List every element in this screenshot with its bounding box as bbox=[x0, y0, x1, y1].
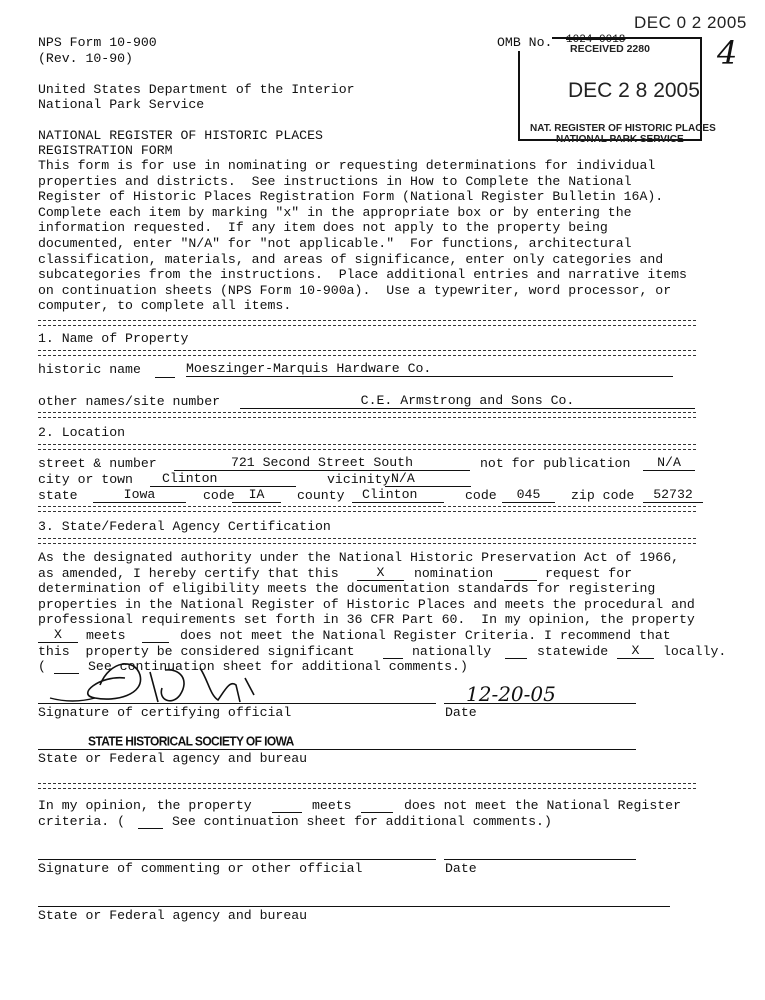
historic-name-field[interactable]: Moeszinger-Marquis Hardware Co. bbox=[186, 362, 673, 377]
other-names-label: other names/site number bbox=[38, 394, 221, 409]
not-for-publication-field[interactable]: N/A bbox=[643, 456, 695, 471]
city-field[interactable]: Clinton bbox=[150, 472, 296, 487]
form-number: NPS Form 10-900 bbox=[38, 35, 157, 50]
certification-line-3: determination of eligibility meets the documentation standards for registering bbox=[38, 581, 656, 596]
opinion-line-1c: does not meet the National Register bbox=[404, 798, 681, 813]
statewide-checkbox[interactable] bbox=[505, 658, 527, 659]
street-field[interactable]: 721 Second Street South bbox=[174, 456, 470, 471]
does-not-meet-text: does not meet the National Register Criteria. I recommend that bbox=[180, 628, 671, 643]
commenting-date-line bbox=[444, 859, 636, 860]
instructions-line: This form is for use in nominating or requesting determinations for individual bbox=[38, 158, 656, 173]
agency-stamp: STATE HISTORICAL SOCIETY OF IOWA bbox=[88, 733, 294, 749]
received-stamp-nps: NATIONAL PARK SERVICE bbox=[556, 134, 684, 145]
vicinity-field[interactable]: N/A bbox=[385, 472, 471, 487]
opinion-line-1a: In my opinion, the property bbox=[38, 798, 252, 813]
opinion-line-2b: See continuation sheet for additional comments.) bbox=[172, 814, 552, 829]
instructions-line: subcategories from the instructions. Place additional entries and narrative items bbox=[38, 267, 687, 283]
continuation-paren: ( bbox=[38, 659, 46, 674]
opinion-meets-label: meets bbox=[312, 798, 352, 813]
page-number-mark: 4 bbox=[717, 34, 738, 72]
divider bbox=[38, 444, 696, 450]
commenting-agency-label: State or Federal agency and bureau bbox=[38, 908, 308, 923]
opinion-continuation-checkbox[interactable] bbox=[138, 828, 163, 829]
nomination-label: nomination bbox=[414, 566, 494, 581]
meets-checkbox[interactable]: X bbox=[38, 628, 78, 643]
commenting-agency-line bbox=[38, 906, 670, 907]
nomination-checkbox[interactable]: X bbox=[357, 566, 404, 581]
county-field[interactable]: Clinton bbox=[352, 488, 444, 503]
opinion-line-2a: criteria. ( bbox=[38, 814, 126, 829]
state-label: state bbox=[38, 488, 78, 503]
section-3-heading: 3. State/Federal Agency Certification bbox=[38, 519, 331, 534]
received-stamp-box bbox=[518, 37, 716, 141]
continuation-text: See continuation sheet for additional comments.) bbox=[88, 659, 468, 674]
state-code-label: code bbox=[203, 488, 235, 503]
locally-label: locally. bbox=[663, 644, 727, 659]
instructions-line: Register of Historic Places Registration Form (National Register Bulletin 16A). bbox=[38, 189, 664, 205]
signature-scribble bbox=[40, 640, 280, 710]
received-stamp-label: RECEIVED 2280 bbox=[570, 43, 650, 55]
locally-checkbox[interactable]: X bbox=[617, 644, 654, 659]
signature-date-value[interactable]: 12-20-05 bbox=[466, 682, 556, 706]
department: United States Department of the Interior bbox=[38, 82, 355, 97]
received-date-stamp-top: DEC 0 2 2005 bbox=[634, 13, 747, 32]
omb-label: OMB No. bbox=[497, 35, 553, 50]
opinion-meets-checkbox[interactable] bbox=[272, 812, 302, 813]
agency-label: State or Federal agency and bureau bbox=[38, 751, 308, 766]
received-stamp-nat-register: NAT. REGISTER OF HISTORIC PLACES bbox=[530, 123, 716, 134]
divider bbox=[38, 350, 696, 356]
certification-line-5: professional requirements set forth in 36 CFR Part 60. In my opinion, the property bbox=[38, 612, 695, 627]
commenting-signature-line bbox=[38, 859, 436, 860]
divider bbox=[38, 320, 696, 326]
page-title: NATIONAL REGISTER OF HISTORIC PLACES bbox=[38, 128, 323, 143]
divider bbox=[38, 783, 696, 789]
instructions-line: computer, to complete all items. bbox=[38, 298, 292, 314]
instructions-paragraph bbox=[38, 158, 687, 314]
opinion-does-not-meet-checkbox[interactable] bbox=[361, 812, 393, 813]
county-label: county bbox=[297, 488, 345, 503]
meets-label: meets bbox=[86, 628, 126, 643]
instructions-line: documented, enter "N/A" for "not applicable." For functions, architectural bbox=[38, 235, 632, 251]
state-field[interactable]: Iowa bbox=[93, 488, 186, 503]
commenting-signature-label: Signature of commenting or other official bbox=[38, 861, 363, 876]
county-code-label: code bbox=[465, 488, 497, 503]
certification-line-1: As the designated authority under the National Historic Preservation Act of 1966, bbox=[38, 550, 680, 565]
omb-number: 1024-0018 bbox=[566, 34, 626, 46]
request-label: request for bbox=[545, 566, 633, 581]
city-label: city or town bbox=[38, 472, 133, 487]
state-code-field[interactable]: IA bbox=[232, 488, 281, 503]
divider bbox=[38, 538, 696, 544]
instructions-line: information requested. If any item does not apply to the property being bbox=[38, 220, 608, 236]
certification-line-4: properties in the National Register of Historic Places and meets the procedural and bbox=[38, 597, 695, 612]
significance-text: this property be considered significant bbox=[38, 644, 355, 659]
zip-label: zip code bbox=[571, 488, 635, 503]
instructions-line: on continuation sheets (NPS Form 10-900a). Use a typewriter, word processor, or bbox=[38, 282, 672, 298]
signature-line bbox=[38, 703, 436, 704]
other-names-field[interactable]: C.E. Armstrong and Sons Co. bbox=[240, 394, 695, 409]
instructions-line: classification, materials, and areas of significance, enter only categories and bbox=[38, 251, 664, 267]
agency-line bbox=[38, 749, 636, 750]
historic-name-blank bbox=[155, 377, 175, 378]
signature-label: Signature of certifying official bbox=[38, 705, 292, 720]
statewide-label: statewide bbox=[537, 644, 609, 659]
received-stamp-date: DEC 2 8 2005 bbox=[568, 79, 700, 102]
instructions-line: Complete each item by marking "x" in the appropriate box or by entering the bbox=[38, 204, 632, 220]
zip-field[interactable]: 52732 bbox=[643, 488, 703, 503]
historic-name-label: historic name bbox=[38, 362, 141, 377]
signature-date-label: Date bbox=[445, 705, 477, 720]
service: National Park Service bbox=[38, 97, 205, 112]
section-2-heading: 2. Location bbox=[38, 425, 126, 440]
instructions-line: properties and districts. See instructions in How to Complete the National bbox=[38, 173, 632, 189]
form-revision: (Rev. 10-90) bbox=[38, 51, 133, 66]
street-label: street & number bbox=[38, 456, 157, 471]
commenting-date-label: Date bbox=[445, 861, 477, 876]
certification-line-2: as amended, I hereby certify that this bbox=[38, 566, 339, 581]
vicinity-label: vicinity bbox=[327, 472, 391, 487]
divider bbox=[38, 506, 696, 512]
not-for-publication-label: not for publication bbox=[480, 456, 631, 471]
county-code-field[interactable]: 045 bbox=[502, 488, 555, 503]
section-1-heading: 1. Name of Property bbox=[38, 331, 189, 346]
page-subtitle: REGISTRATION FORM bbox=[38, 143, 173, 158]
divider bbox=[38, 412, 696, 418]
nationally-label: nationally bbox=[412, 644, 492, 659]
